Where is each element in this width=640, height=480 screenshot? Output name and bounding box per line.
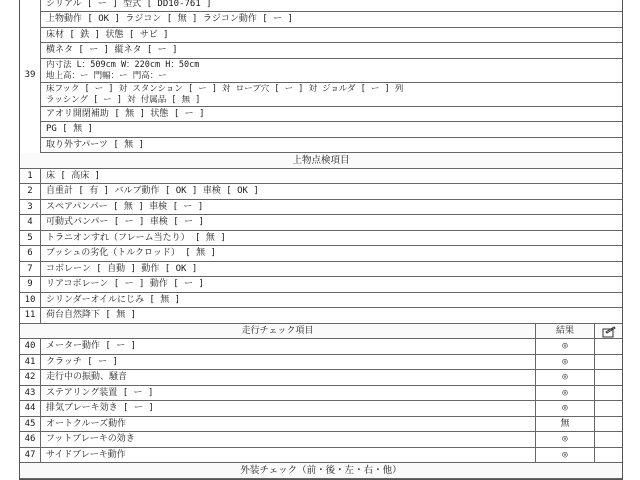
result-header: 結果 (535, 324, 594, 339)
inspection-item (20, 277, 622, 293)
spec-row: 床フック [ ー ] 対 スタンション [ ー ] 対 ロープ穴 [ ー ] 対 ジョルダ [ ー ] 列 ラッシング [ ー ] 対 付属品 [ 無 ] (41, 83, 622, 107)
driving-check-item (20, 448, 622, 464)
item-text: シリンダーオイルにじみ [ 無 ] (46, 294, 181, 305)
item-text: 可動式パンパー [ ー ] 車検 [ ー ] (46, 217, 204, 227)
inspection-item (20, 293, 622, 309)
item-number: 11 (20, 308, 41, 323)
item-text: 走行中の振動、騒音 (46, 372, 128, 382)
item-text: ステアリング装置 [ ー ] (46, 387, 154, 398)
inspection-sheet (19, 0, 623, 480)
item-text: ブッシュの劣化（トルクロッド） [ 無 ] (46, 248, 216, 258)
driving-check-item (20, 401, 622, 417)
item-result: 無 (535, 417, 594, 432)
spec-row: 内寸法 L：509cm W：220cm H：50cm 地上高：ー 門幅：ー 門高：ー (41, 59, 622, 83)
item-result: ◎ (535, 432, 594, 447)
item-text: 荷台自然降下 [ 無 ] (46, 310, 137, 320)
driving-check-item (20, 370, 622, 386)
driving-check-list (20, 339, 622, 463)
item-number: 44 (20, 401, 41, 416)
item-number: 1 (20, 169, 41, 184)
item-result: ◎ (535, 386, 594, 401)
item-number: 47 (20, 448, 41, 463)
item-number: 45 (20, 417, 41, 432)
item-result: ◎ (535, 448, 594, 463)
spec-row: 取り外すパーツ [ 無 ] (41, 138, 622, 154)
item-number: 43 (20, 386, 41, 401)
inspection-item (20, 308, 622, 324)
inspection-item (20, 215, 622, 231)
top-section (20, 0, 622, 153)
inspection-item (20, 231, 622, 247)
blank-cell (594, 417, 622, 432)
item-number: 41 (20, 355, 41, 370)
item-result: ◎ (535, 401, 594, 416)
inspection-item (20, 169, 622, 185)
item-text: 自重計 [ 有 ] バルブ動作 [ OK ] 車検 [ OK ] (46, 186, 259, 196)
item-number: 5 (20, 231, 41, 246)
spec-row: 横ネタ [ ー ] 縦ネタ [ ー ] (41, 43, 622, 59)
blank-cell (594, 432, 622, 447)
blank-cell (594, 370, 622, 385)
driving-check-item (20, 339, 622, 355)
spec-row: アオリ開閉補助 [ 無 ] 状態 [ ー ] (41, 107, 622, 123)
item-result: ◎ (535, 339, 594, 354)
inspection-item (20, 262, 622, 278)
driving-check-item (20, 355, 622, 371)
inspection-item (20, 246, 622, 262)
item-text: オートクルーズ動作 (46, 418, 127, 429)
driving-check-item (20, 386, 622, 402)
blank-cell (594, 448, 622, 463)
item-number: 46 (20, 432, 41, 447)
item-text: 排気ブレーキ効き [ ー ] (46, 403, 154, 413)
spec-row: 床材 [ 鉄 ] 状態 [ サビ ] (41, 28, 622, 44)
item-number: 9 (20, 277, 41, 292)
item-number: 40 (20, 339, 41, 354)
item-text: トラニオンすれ（フレーム当たり） [ 無 ] (46, 232, 226, 243)
spec-row: シリアル [ ー ] 型式 [ DD10-761 ] (41, 0, 622, 12)
item-number: 2 (20, 184, 41, 199)
item-text: サイドブレーキ動作 (46, 449, 126, 460)
item-text: スペアパンパー [ 無 ] 車検 [ ー ] (46, 201, 204, 212)
item-number: 6 (20, 246, 41, 261)
blank-cell (594, 339, 622, 354)
item-text: リアコボレーン [ ー ] 動作 [ ー ] (46, 279, 204, 289)
spec-row: PG [ 無 ] (41, 122, 622, 138)
item-number: 3 (20, 200, 41, 215)
item-number: 7 (20, 262, 41, 277)
upper-inspection-list (20, 169, 622, 324)
item-text: 床 [ 高床 ] (46, 170, 101, 181)
inspection-item (20, 200, 622, 216)
upper-inspection-header: 上物点検項目 (20, 153, 622, 169)
blank-cell (594, 401, 622, 416)
inspection-item (20, 184, 622, 200)
spec-row: 上物動作 [ OK ] ラジコン [ 無 ] ラジコン動作 [ ー ] (41, 12, 622, 28)
driving-check-item (20, 432, 622, 448)
item-text: メーター動作 [ ー ] (46, 341, 137, 351)
section-number: 39 (20, 0, 41, 153)
item-result: ◎ (535, 355, 594, 370)
edit-icon[interactable] (594, 324, 622, 339)
item-text: クラッチ [ ー ] (46, 356, 118, 367)
item-number: 10 (20, 293, 41, 308)
driving-check-header-row (20, 324, 622, 340)
item-number: 42 (20, 370, 41, 385)
blank-cell (594, 386, 622, 401)
exterior-check-header: 外装チェック（前・後・左・右・他） (20, 463, 622, 479)
driving-check-header: 走行チェック項目 (241, 325, 314, 336)
item-number: 4 (20, 215, 41, 230)
blank-cell (594, 355, 622, 370)
item-result: ◎ (535, 370, 594, 385)
item-text: コボレーン [ 自動 ] 動作 [ OK ] (46, 263, 198, 274)
item-text: フットブレーキの効き (46, 434, 135, 444)
driving-check-item (20, 417, 622, 433)
